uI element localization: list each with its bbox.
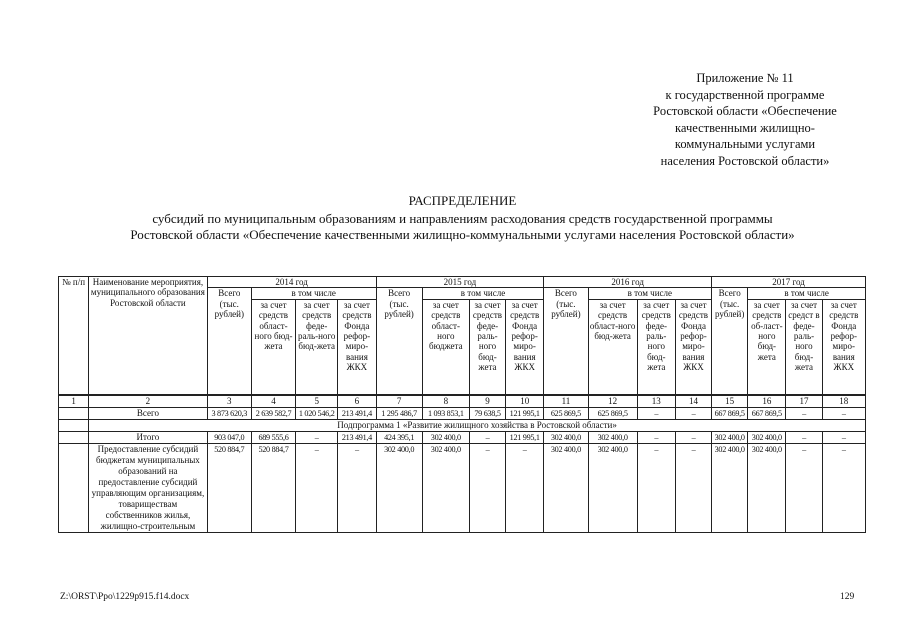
table-cell: – — [296, 432, 338, 444]
table-cell: 302 400,0 — [544, 432, 588, 444]
year-header: 2016 год — [544, 277, 712, 288]
subprogram-title: Подпрограмма 1 «Развитие жилищного хозяйства в Ростовской области» — [89, 420, 866, 432]
table-cell: – — [506, 444, 544, 533]
table-cell: – — [675, 408, 711, 420]
title-heading: РАСПРЕДЕЛЕНИЕ — [408, 193, 517, 208]
table-cell: – — [822, 408, 865, 420]
table-row-subsidy — [59, 444, 866, 533]
table-cell: 689 555,6 — [251, 432, 295, 444]
incl-header: в том числе — [588, 288, 712, 299]
table-cell: 5 — [296, 395, 338, 408]
table-cell: – — [637, 408, 675, 420]
table-cell: 302 400,0 — [376, 444, 422, 533]
document-title — [40, 193, 885, 244]
table-cell — [59, 432, 89, 444]
table-cell: 13 — [637, 395, 675, 408]
file-path: Z:\ORST\Ppo\1229p915.f14.docx — [60, 592, 190, 602]
table-cell: 6 — [338, 395, 376, 408]
source-header: за счет средств Фонда рефор-миро-вания ЖКХ — [338, 299, 376, 395]
distribution-table — [58, 276, 866, 533]
table-cell: – — [296, 444, 338, 533]
appendix-line: Приложение № 11 — [696, 71, 794, 85]
table-cell: 667 869,5 — [712, 408, 748, 420]
table-cell: 12 — [588, 395, 637, 408]
table-cell: 667 869,5 — [748, 408, 786, 420]
table-cell: 3 — [207, 395, 251, 408]
table-cell: 520 884,7 — [251, 444, 295, 533]
table-cell: 7 — [376, 395, 422, 408]
row-label: 2 — [89, 395, 208, 408]
table-cell: 302 400,0 — [748, 432, 786, 444]
table-cell: 15 — [712, 395, 748, 408]
table-cell: 302 400,0 — [422, 444, 469, 533]
table-cell: – — [675, 444, 711, 533]
source-header: за счет средств феде-раль-ного бюд-жета — [469, 299, 505, 395]
subprogram-row — [59, 420, 866, 432]
source-header: за счет средств област-ного бюд-жета — [588, 299, 637, 395]
table-cell: 302 400,0 — [588, 444, 637, 533]
table-cell: 121 995,1 — [506, 432, 544, 444]
source-header: за счет средств Фонда рефор-миро-вания ЖКХ — [675, 299, 711, 395]
title-line: Ростовской области «Обеспечение качественными жилищно-коммунальными услугами населения Ростовской области» — [130, 227, 795, 242]
table-cell — [59, 408, 89, 420]
table-cell: 79 638,5 — [469, 408, 505, 420]
table-cell: – — [675, 432, 711, 444]
table-cell: 18 — [822, 395, 865, 408]
page-number: 129 — [840, 592, 855, 602]
table-cell: – — [822, 432, 865, 444]
table-cell: 302 400,0 — [588, 432, 637, 444]
table-cell: – — [637, 432, 675, 444]
source-header: за счет средст в феде-раль-ного бюд-жета — [786, 299, 822, 395]
title-line: субсидий по муниципальным образованиям и направлениям расходования средств государственной программы — [152, 210, 773, 226]
source-header: за счет средств феде-раль-ного бюд-жета — [296, 299, 338, 395]
table-cell: 1 — [59, 395, 89, 408]
table-cell: 1 020 546,2 — [296, 408, 338, 420]
table-cell: 302 400,0 — [422, 432, 469, 444]
table-cell — [59, 420, 89, 432]
table-cell: 302 400,0 — [712, 432, 748, 444]
table-cell: 4 — [251, 395, 295, 408]
table-cell: 213 491,4 — [338, 432, 376, 444]
table-cell: 14 — [675, 395, 711, 408]
table-cell: 1 295 486,7 — [376, 408, 422, 420]
table-cell — [59, 444, 89, 533]
appendix-line: населения Ростовской области» — [660, 153, 830, 168]
incl-header: в том числе — [748, 288, 866, 299]
table-cell: 520 884,7 — [207, 444, 251, 533]
table-cell: 3 873 620,3 — [207, 408, 251, 420]
source-header: за счет средств феде-раль-ного бюд-жета — [637, 299, 675, 395]
table-cell: 10 — [506, 395, 544, 408]
appendix-line: качественными жилищно- — [675, 120, 815, 135]
col-number-header: № п/п — [59, 277, 89, 396]
table-cell: 121 995,1 — [506, 408, 544, 420]
appendix-line: к государственной программе — [665, 87, 825, 102]
table-cell: 11 — [544, 395, 588, 408]
row-label: Предоставление субсидий бюджетам муниципальных образований на предоставление субсидий управляющим организациям, товариществам собственников жилья, жилищно-строительным — [89, 444, 208, 533]
table-cell: – — [786, 408, 822, 420]
appendix-line: Ростовской области «Обеспечение — [653, 104, 837, 119]
incl-header: в том числе — [251, 288, 376, 299]
table-cell: 424 395,1 — [376, 432, 422, 444]
total-header: Всего (тыс. рублей) — [207, 288, 251, 395]
table-cell: – — [822, 444, 865, 533]
table-cell: – — [338, 444, 376, 533]
header-row-years — [59, 277, 866, 288]
total-header: Всего (тыс. рублей) — [376, 288, 422, 395]
source-header: за счет средств об-ласт-ного бюд-жета — [748, 299, 786, 395]
table-cell: 8 — [422, 395, 469, 408]
year-header: 2014 год — [207, 277, 376, 288]
source-header: за счет средств Фонда рефор-миро-вания ЖКХ — [822, 299, 865, 395]
row-label: Итого — [89, 432, 208, 444]
column-number-row — [59, 395, 866, 408]
table-cell: – — [469, 432, 505, 444]
table-cell: 213 491,4 — [338, 408, 376, 420]
appendix-line: коммунальными услугами — [674, 137, 816, 152]
table-cell: 16 — [748, 395, 786, 408]
col-name-header: Наименование мероприятия, муниципального образования Ростовской области — [89, 277, 208, 396]
table-cell: – — [469, 444, 505, 533]
table-cell: 1 093 853,1 — [422, 408, 469, 420]
year-header: 2015 год — [376, 277, 544, 288]
appendix-header — [630, 70, 860, 170]
table-cell: 2 639 582,7 — [251, 408, 295, 420]
table-cell: 9 — [469, 395, 505, 408]
table-cell: 903 047,0 — [207, 432, 251, 444]
total-header: Всего (тыс. рублей) — [712, 288, 748, 395]
table-cell: 302 400,0 — [748, 444, 786, 533]
table-cell: 625 869,5 — [588, 408, 637, 420]
table-cell: 302 400,0 — [712, 444, 748, 533]
table-row-itogo — [59, 432, 866, 444]
year-header: 2017 год — [712, 277, 866, 288]
table-cell: 302 400,0 — [544, 444, 588, 533]
total-header: Всего (тыс. рублей) — [544, 288, 588, 395]
row-label: Всего — [89, 408, 208, 420]
table-cell: – — [786, 444, 822, 533]
table-cell: 17 — [786, 395, 822, 408]
table-cell: – — [786, 432, 822, 444]
incl-header: в том числе — [422, 288, 544, 299]
table-cell: 625 869,5 — [544, 408, 588, 420]
source-header: за счет средств Фонда рефор-миро-вания ЖКХ — [506, 299, 544, 395]
source-header: за счет средств област-ного бюджета — [422, 299, 469, 395]
table-cell: – — [637, 444, 675, 533]
table-row-total — [59, 408, 866, 420]
source-header: за счет средств област-ного бюд-жета — [251, 299, 295, 395]
